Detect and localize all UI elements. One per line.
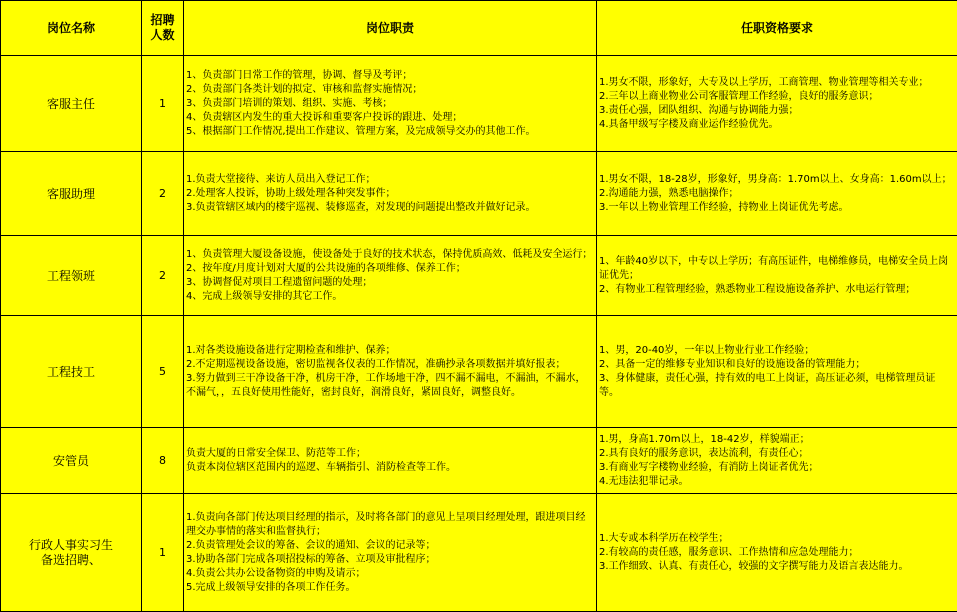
duty-line: 1、负责管理大厦设备设施，使设备处于良好的技术状态，保持优质高效、低耗及安全运行； bbox=[186, 248, 594, 262]
requirement-line: 2.三年以上商业物业公司客服管理工作经验，良好的服务意识； bbox=[599, 90, 955, 104]
requirement-line: 2.有较高的责任感，服务意识、工作热情和应急处理能力； bbox=[599, 546, 955, 560]
requirement-line: 1、年龄40岁以下，中专以上学历；有高压证件，电梯维修员，电梯安全员上岗证优先； bbox=[599, 255, 955, 283]
requirement-line: 3.一年以上物业管理工作经验，持物业上岗证优先考虑。 bbox=[599, 201, 955, 215]
duty-line: 1.对各类设施设备进行定期检查和维护、保养； bbox=[186, 344, 594, 358]
position-cell: 安管员 bbox=[1, 428, 142, 494]
requirements-cell bbox=[597, 494, 957, 612]
requirement-line: 1.男女不限，形象好，大专及以上学历，工商管理、物业管理等相关专业； bbox=[599, 76, 955, 90]
duty-line: 3.协助各部门完成各项招投标的筹备、立项及审批程序； bbox=[186, 553, 594, 567]
position-cell: 工程技工 bbox=[1, 316, 142, 428]
duty-line: 2、按年度/月度计划对大厦的公共设施的各项维修、保养工作； bbox=[186, 262, 594, 276]
duty-line: 1.负责向各部门传达项目经理的指示，及时将各部门的意见上呈项目经理处理，跟进项目经理交办事情的落实和监督执行； bbox=[186, 511, 594, 539]
requirement-line: 1.男女不限，18-28岁，形象好，男身高：1.70m以上、女身高：1.60m以上； bbox=[599, 173, 955, 187]
table-row bbox=[1, 56, 957, 152]
header-count-line2: 人数 bbox=[144, 28, 181, 43]
duty-line: 5.完成上级领导安排的各项工作任务。 bbox=[186, 581, 594, 595]
table-row bbox=[1, 494, 957, 612]
count-cell: 1 bbox=[142, 494, 184, 612]
header-row bbox=[1, 1, 957, 56]
duty-line: 3.负责管辖区域内的楼宇巡视、装修巡查，对发现的问题提出整改并做好记录。 bbox=[186, 201, 594, 215]
requirements-cell bbox=[597, 152, 957, 236]
duty-line: 4.负责公共办公设备物资的申购及请示； bbox=[186, 567, 594, 581]
duties-cell bbox=[184, 494, 597, 612]
requirement-line: 1.男，身高1.70m以上，18-42岁，样貌端正； bbox=[599, 433, 955, 447]
table-row bbox=[1, 236, 957, 316]
position-line2: 备选招聘、 bbox=[3, 553, 139, 568]
duty-line: 负责大厦的日常安全保卫、防范等工作； bbox=[186, 447, 594, 461]
requirement-line: 1.大专或本科学历在校学生； bbox=[599, 532, 955, 546]
duties-cell bbox=[184, 56, 597, 152]
requirements-cell bbox=[597, 56, 957, 152]
duty-line: 4、负责辖区内发生的重大投诉和重要客户投诉的跟进、处理； bbox=[186, 111, 594, 125]
requirement-line: 2.具有良好的服务意识，表达流利，有责任心； bbox=[599, 447, 955, 461]
count-cell: 5 bbox=[142, 316, 184, 428]
requirements-cell bbox=[597, 428, 957, 494]
duty-line: 5、根据部门工作情况,提出工作建议、管理方案，及完成领导交办的其他工作。 bbox=[186, 125, 594, 139]
requirement-line: 4.无违法犯罪记录。 bbox=[599, 475, 955, 489]
position-cell: 客服助理 bbox=[1, 152, 142, 236]
requirement-line: 3、身体健康，责任心强，持有效的电工上岗证，高压证必须，电梯管理员证等。 bbox=[599, 372, 955, 400]
header-count bbox=[142, 1, 184, 56]
table-row bbox=[1, 152, 957, 236]
header-position: 岗位名称 bbox=[1, 1, 142, 56]
duty-line: 1.负责大堂接待、来访人员出入登记工作； bbox=[186, 173, 594, 187]
duty-line: 2.处理客人投诉，协助上级处理各种突发事件； bbox=[186, 187, 594, 201]
duty-line: 3、负责部门培训的策划、组织、实施、考核； bbox=[186, 97, 594, 111]
duty-line: 4、完成上级领导安排的其它工作。 bbox=[186, 290, 594, 304]
requirements-cell bbox=[597, 236, 957, 316]
count-cell: 2 bbox=[142, 236, 184, 316]
header-duties: 岗位职责 bbox=[184, 1, 597, 56]
count-cell: 2 bbox=[142, 152, 184, 236]
duty-line: 2.负责管理处会议的筹备、会议的通知、会议的记录等； bbox=[186, 539, 594, 553]
requirement-line: 3.工作细致、认真、有责任心，较强的文字撰写能力及语言表达能力。 bbox=[599, 560, 955, 574]
count-cell: 8 bbox=[142, 428, 184, 494]
position-cell bbox=[1, 494, 142, 612]
requirement-line: 4.具备甲级写字楼及商业运作经验优先。 bbox=[599, 118, 955, 132]
duties-cell bbox=[184, 152, 597, 236]
duties-cell bbox=[184, 428, 597, 494]
count-cell: 1 bbox=[142, 56, 184, 152]
duties-cell bbox=[184, 316, 597, 428]
position-cell: 客服主任 bbox=[1, 56, 142, 152]
requirement-line: 3.责任心强，团队组织、沟通与协调能力强； bbox=[599, 104, 955, 118]
requirement-line: 3.有商业写字楼物业经验，有消防上岗证者优先； bbox=[599, 461, 955, 475]
requirement-line: 1、男，20-40岁，一年以上物业行业工作经验； bbox=[599, 344, 955, 358]
duty-line: 3、协调督促对项目工程遗留问题的处理； bbox=[186, 276, 594, 290]
header-count-line1: 招聘 bbox=[144, 13, 181, 28]
duty-line: 3.努力做到三干净设备干净，机房干净，工作场地干净，四不漏不漏电，不漏油，不漏水，不漏气，，五良好使用性能好，密封良好，润滑良好，紧固良好，调整良好。 bbox=[186, 372, 594, 400]
position-cell: 工程领班 bbox=[1, 236, 142, 316]
duty-line: 2.不定期巡视设备设施，密切监视各仪表的工作情况，准确抄录各项数据并填好报表； bbox=[186, 358, 594, 372]
header-requirements: 任职资格要求 bbox=[597, 1, 957, 56]
requirement-line: 2.沟通能力强，熟悉电脑操作； bbox=[599, 187, 955, 201]
duties-cell bbox=[184, 236, 597, 316]
requirement-line: 2、有物业工程管理经验，熟悉物业工程设施设备养护、水电运行管理； bbox=[599, 283, 955, 297]
duty-line: 1、负责部门日常工作的管理，协调、督导及考评； bbox=[186, 69, 594, 83]
table-row bbox=[1, 428, 957, 494]
duty-line: 2、负责部门各类计划的拟定、审核和监督实施情况； bbox=[186, 83, 594, 97]
requirement-line: 2、具备一定的维修专业知识和良好的设施设备的管理能力； bbox=[599, 358, 955, 372]
position-line1: 行政人事实习生 bbox=[3, 538, 139, 553]
requirements-cell bbox=[597, 316, 957, 428]
duty-line: 负责本岗位辖区范围内的巡逻、车辆指引、消防检查等工作。 bbox=[186, 461, 594, 475]
table-row bbox=[1, 316, 957, 428]
